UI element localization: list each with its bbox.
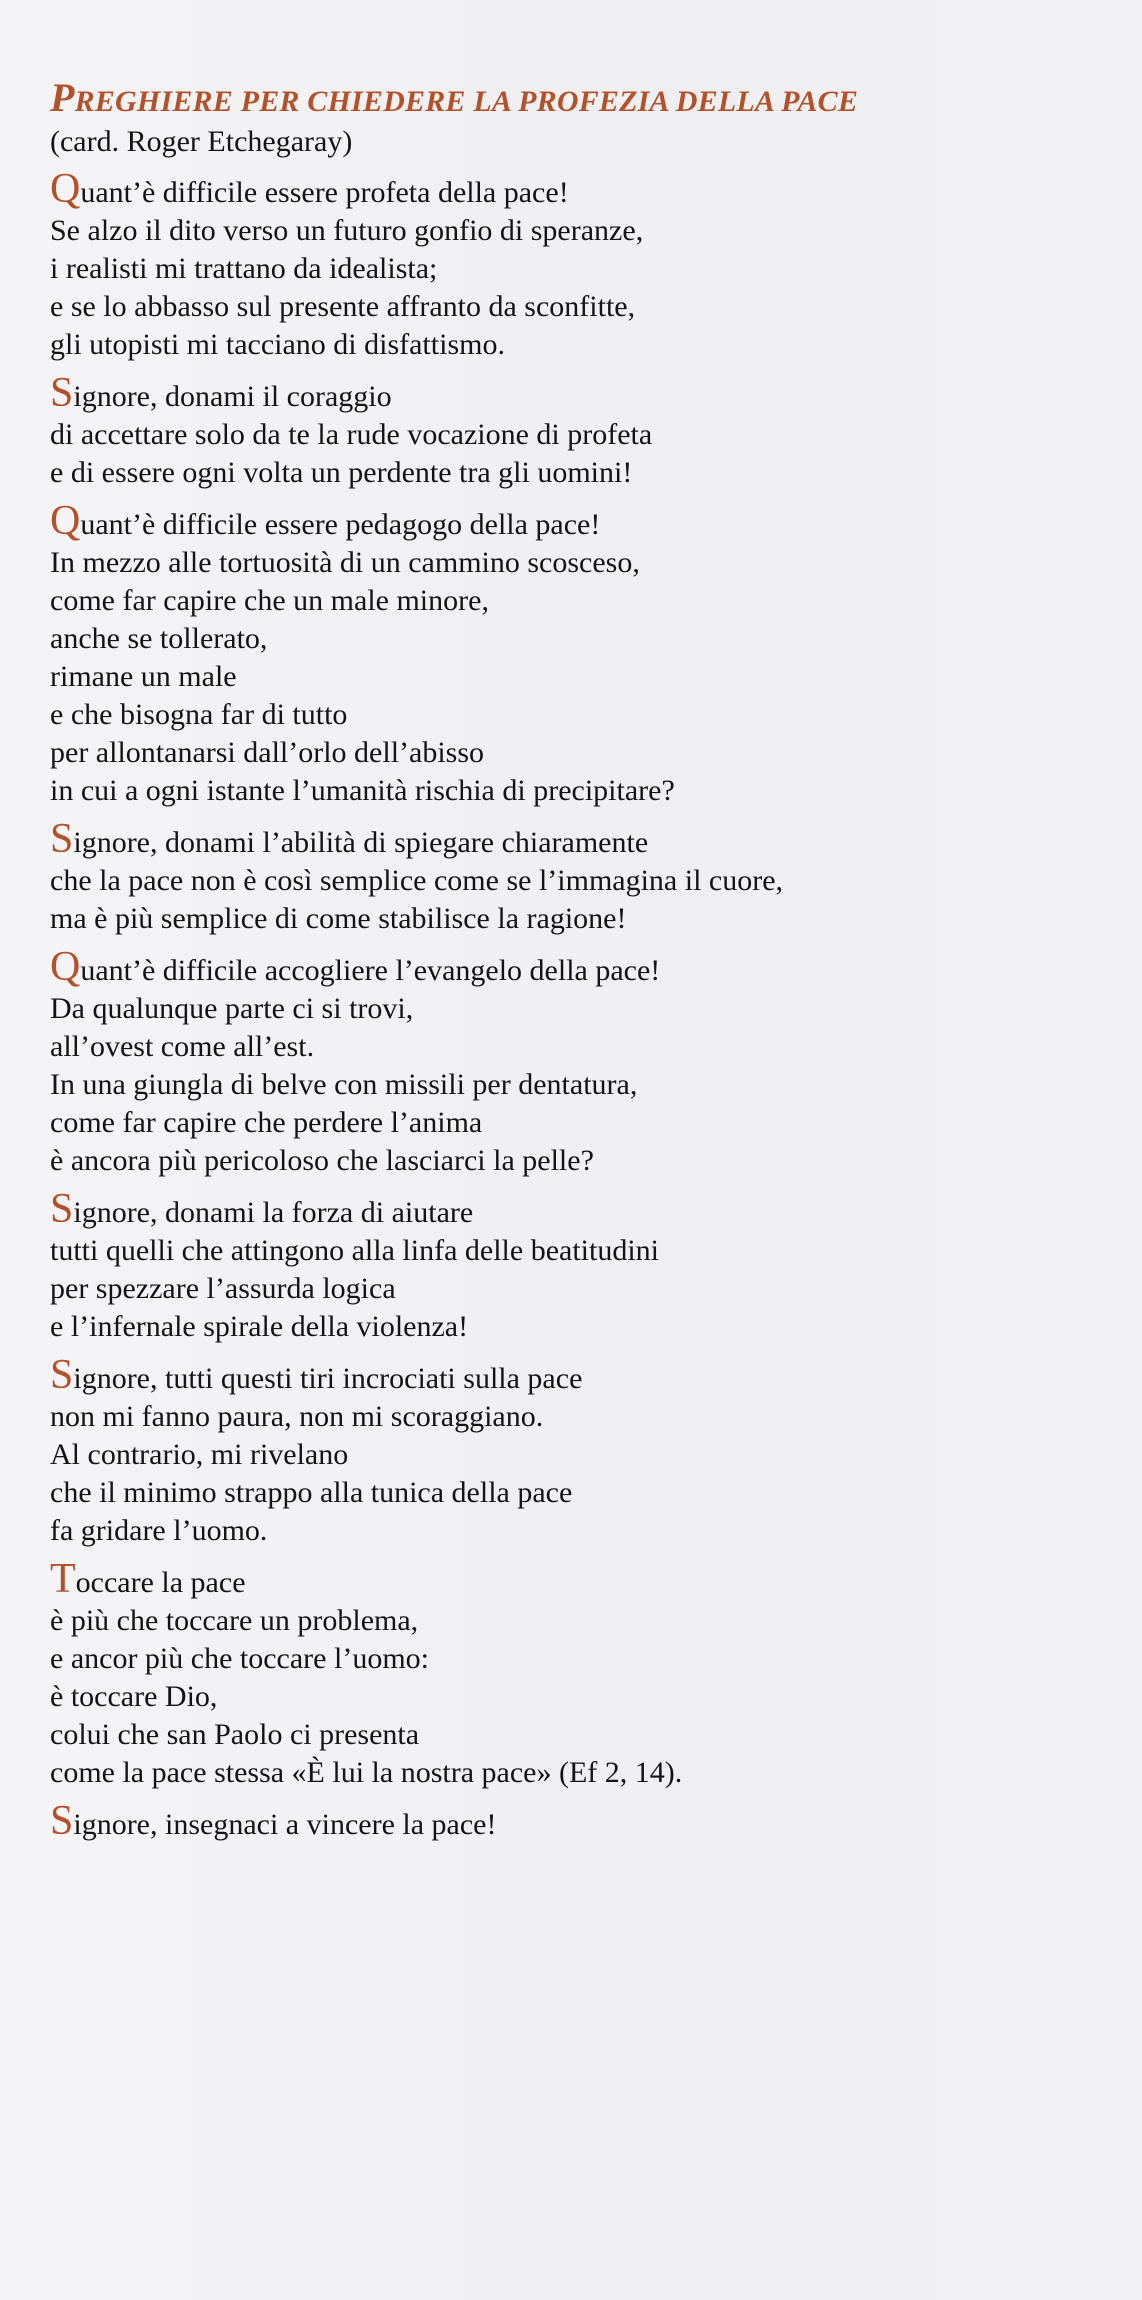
verse-text: uant’è difficile essere pedagogo della pace! <box>80 508 601 541</box>
verse-line <box>50 1398 1110 1436</box>
verse-text: colui che san Paolo ci presenta <box>50 1718 420 1751</box>
stanza <box>50 498 1110 810</box>
verse-text: è ancora più pericoloso che lasciarci la pelle? <box>50 1144 594 1177</box>
verse-line <box>50 620 1110 658</box>
verse-text: di accettare solo da te la rude vocazione di profeta <box>50 418 653 451</box>
drop-cap-initial: S <box>50 370 74 416</box>
verse-text: per allontanarsi dall’orlo dell’abisso <box>50 736 485 769</box>
verse-line <box>50 1716 1110 1754</box>
verse-line <box>50 1678 1110 1716</box>
verse-text: e che bisogna far di tutto <box>50 698 348 731</box>
title-first-letter: P <box>50 75 75 120</box>
verse-text: ignore, donami l’abilità di spiegare chiaramente <box>73 826 649 859</box>
verse-line <box>50 288 1110 326</box>
verse-text: è più che toccare un problema, <box>50 1604 419 1637</box>
verse-text: e se lo abbasso sul presente affranto da sconfitte, <box>50 290 636 323</box>
verse-text: In una giungla di belve con missili per dentatura, <box>50 1068 638 1101</box>
verse-text: gli utopisti mi tacciano di disfattismo. <box>50 328 505 361</box>
verse-text: che il minimo strappo alla tunica della pace <box>50 1476 573 1509</box>
verse-text: come far capire che un male minore, <box>50 584 489 617</box>
verse-text: uant’è difficile essere profeta della pace! <box>80 176 569 209</box>
drop-cap-initial: Q <box>50 498 81 544</box>
drop-cap-initial: Q <box>50 166 81 212</box>
drop-cap-initial: Q <box>50 944 81 990</box>
verse-line <box>50 212 1110 250</box>
verse-line <box>50 1232 1110 1270</box>
prayer-content <box>50 75 1110 1854</box>
stanza <box>50 370 1110 492</box>
verse-line <box>50 900 1110 938</box>
verse-text: non mi fanno paura, non mi scoraggiano. <box>50 1400 544 1433</box>
verse-line <box>50 1436 1110 1474</box>
verse-text: in cui a ogni istante l’umanità rischia di precipitare? <box>50 774 675 807</box>
verse-text: anche se tollerato, <box>50 622 268 655</box>
verse-line <box>50 816 1110 862</box>
verse-line <box>50 544 1110 582</box>
verse-line <box>50 582 1110 620</box>
verse-text: Al contrario, mi rivelano <box>50 1438 349 1471</box>
drop-cap-initial: S <box>50 1352 74 1398</box>
verse-line <box>50 734 1110 772</box>
verse-text: fa gridare l’uomo. <box>50 1514 268 1547</box>
verse-line <box>50 1602 1110 1640</box>
verse-text: ma è più semplice di come stabilisce la ragione! <box>50 902 627 935</box>
verse-line <box>50 166 1110 212</box>
drop-cap-initial: S <box>50 816 74 862</box>
verse-text: come la pace stessa «È lui la nostra pace» (Ef 2, 14). <box>50 1756 683 1789</box>
verse-line <box>50 370 1110 416</box>
title-rest: REGHIERE PER CHIEDERE LA PROFEZIA DELLA PACE <box>74 85 859 118</box>
verse-line <box>50 416 1110 454</box>
verse-text: In mezzo alle tortuosità di un cammino scosceso, <box>50 546 640 579</box>
verse-line <box>50 1142 1110 1180</box>
drop-cap-initial: S <box>50 1186 74 1232</box>
verse-text: ignore, tutti questi tiri incrociati sulla pace <box>73 1362 583 1395</box>
verse-text: i realisti mi trattano da idealista; <box>50 252 438 285</box>
drop-cap-initial: T <box>50 1556 76 1602</box>
verse-line <box>50 944 1110 990</box>
verse-line <box>50 990 1110 1028</box>
stanza <box>50 1556 1110 1792</box>
stanza <box>50 944 1110 1180</box>
verse-text: per spezzare l’assurda logica <box>50 1272 396 1305</box>
stanza <box>50 166 1110 364</box>
verse-line <box>50 1270 1110 1308</box>
verse-text: è toccare Dio, <box>50 1680 218 1713</box>
verse-line <box>50 1308 1110 1346</box>
verse-text: ignore, donami la forza di aiutare <box>73 1196 474 1229</box>
verse-text: all’ovest come all’est. <box>50 1030 315 1063</box>
verse-line <box>50 658 1110 696</box>
verse-line <box>50 326 1110 364</box>
author-line: (card. Roger Etchegaray) <box>50 125 353 158</box>
verse-text: ignore, insegnaci a vincere la pace! <box>73 1808 497 1841</box>
verse-line <box>50 1754 1110 1792</box>
prayer-title <box>50 75 1110 122</box>
verse-text: uant’è difficile accogliere l’evangelo della pace! <box>80 954 661 987</box>
verse-text: che la pace non è così semplice come se l’immagina il cuore, <box>50 864 784 897</box>
drop-cap-initial: S <box>50 1798 74 1844</box>
verse-text: tutti quelli che attingono alla linfa delle beatitudini <box>50 1234 659 1267</box>
verse-text: occare la pace <box>75 1566 246 1599</box>
verse-line <box>50 250 1110 288</box>
verse-text: ignore, donami il coraggio <box>73 380 392 413</box>
verse-line <box>50 1640 1110 1678</box>
verse-text: Da qualunque parte ci si trovi, <box>50 992 414 1025</box>
verse-text: rimane un male <box>50 660 237 693</box>
verse-line <box>50 1798 1110 1844</box>
verse-text: come far capire che perdere l’anima <box>50 1106 483 1139</box>
verse-line <box>50 1104 1110 1142</box>
verse-text: e l’infernale spirale della violenza! <box>50 1310 469 1343</box>
verse-text: Se alzo il dito verso un futuro gonfio di speranze, <box>50 214 644 247</box>
verse-text: e ancor più che toccare l’uomo: <box>50 1642 429 1675</box>
verse-text: e di essere ogni volta un perdente tra gli uomini! <box>50 456 633 489</box>
verse-line <box>50 1186 1110 1232</box>
stanza <box>50 1186 1110 1346</box>
verse-line <box>50 696 1110 734</box>
stanza <box>50 816 1110 938</box>
verse-line <box>50 1474 1110 1512</box>
stanzas <box>50 166 1110 1844</box>
verse-line <box>50 1028 1110 1066</box>
verse-line <box>50 772 1110 810</box>
stanza <box>50 1352 1110 1550</box>
verse-line <box>50 454 1110 492</box>
verse-line <box>50 1512 1110 1550</box>
verse-line <box>50 498 1110 544</box>
verse-line <box>50 862 1110 900</box>
stanza <box>50 1798 1110 1844</box>
verse-line <box>50 1556 1110 1602</box>
verse-line <box>50 1066 1110 1104</box>
verse-line <box>50 1352 1110 1398</box>
